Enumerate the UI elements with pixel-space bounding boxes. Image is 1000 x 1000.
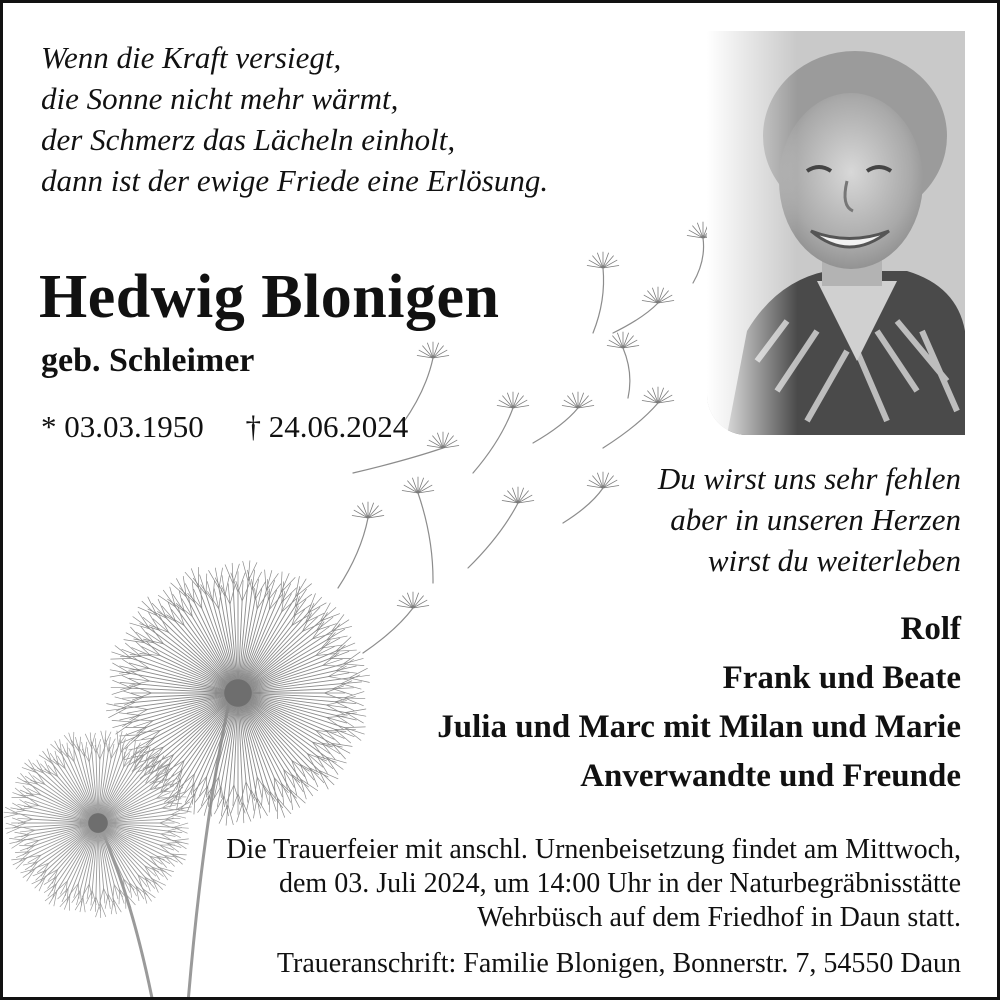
- birth-date: * 03.03.1950: [41, 409, 204, 444]
- service-line: Wehrbüsch auf dem Friedhof in Daun statt.: [477, 902, 961, 933]
- life-dates: [41, 407, 408, 447]
- portrait-photo: [707, 31, 965, 435]
- portrait-image: [707, 31, 965, 435]
- service-line: Die Trauerfeier mit anschl. Urnenbeisetzung findet am Mittwoch,: [226, 834, 961, 865]
- mourner-line: Frank und Beate: [722, 660, 961, 696]
- funeral-service-info: [226, 833, 961, 935]
- quote-line: Du wirst uns sehr fehlen: [657, 461, 961, 496]
- service-line: dem 03. Juli 2024, um 14:00 Uhr in der Naturbegräbnisstätte: [279, 868, 961, 899]
- mourners-list: [437, 605, 961, 801]
- poem-line: der Schmerz das Lächeln einholt,: [41, 122, 456, 157]
- poem-line: dann ist der ewige Friede eine Erlösung.: [41, 163, 549, 198]
- farewell-quote: [658, 458, 961, 581]
- mourner-line: Anverwandte und Freunde: [580, 758, 961, 794]
- death-date: † 24.06.2024: [245, 409, 409, 444]
- mourner-line: Rolf: [900, 611, 961, 647]
- maiden-name: geb. Schleimer: [41, 342, 255, 379]
- poem-line: die Sonne nicht mehr wärmt,: [41, 81, 399, 116]
- mourning-address: Traueranschrift: Familie Blonigen, Bonnerstr. 7, 54550 Daun: [276, 948, 961, 979]
- quote-line: aber in unseren Herzen: [670, 502, 961, 537]
- mourner-line: Julia und Marc mit Milan und Marie: [437, 709, 961, 745]
- quote-line: wirst du weiterleben: [707, 543, 961, 578]
- poem: [41, 37, 548, 201]
- deceased-name: Hedwig Blonigen: [39, 263, 500, 331]
- poem-line: Wenn die Kraft versiegt,: [41, 40, 342, 75]
